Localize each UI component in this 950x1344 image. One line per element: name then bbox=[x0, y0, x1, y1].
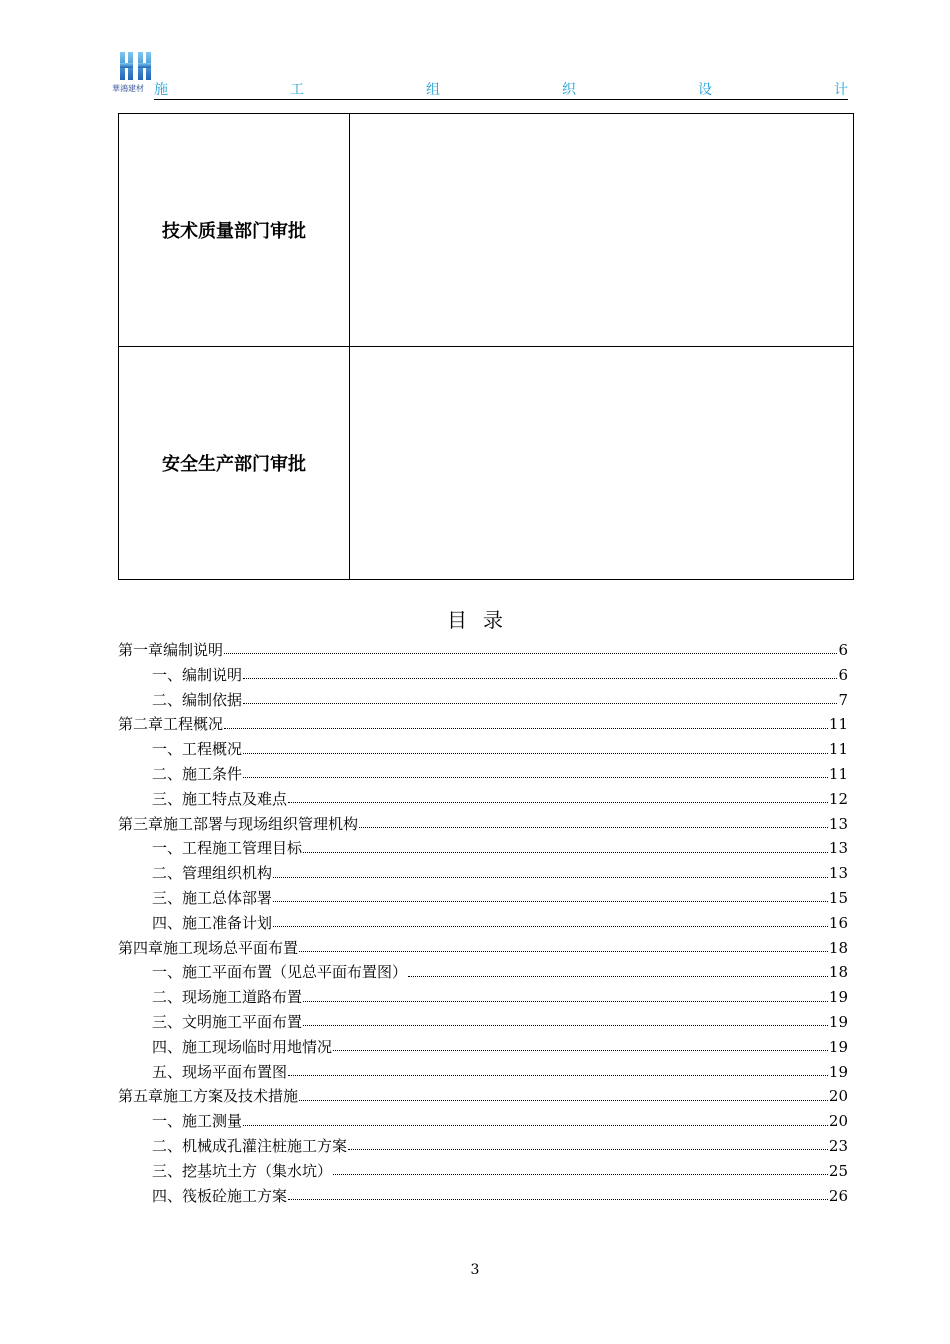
toc-entry-page: 11 bbox=[828, 740, 848, 759]
toc-entry-text: 一、工程施工管理目标 bbox=[152, 839, 303, 858]
toc-entry-text: 二、机械成孔灌注桩施工方案 bbox=[152, 1136, 348, 1155]
toc-entry-text: 五、现场平面布置图 bbox=[152, 1062, 288, 1081]
header-title bbox=[154, 79, 848, 97]
approval-row bbox=[119, 114, 854, 347]
toc-dot-leader bbox=[303, 1000, 828, 1002]
toc-entry-text: 三、施工特点及难点 bbox=[152, 789, 288, 808]
toc-dot-leader bbox=[303, 851, 828, 853]
toc-entry-text: 四、施工准备计划 bbox=[152, 913, 273, 932]
header-title-char: 施 bbox=[154, 82, 168, 98]
toc-section-entry[interactable] bbox=[118, 911, 848, 936]
toc-dot-leader bbox=[333, 1173, 828, 1175]
toc-entry-page: 19 bbox=[828, 1012, 848, 1031]
toc-entry-page: 18 bbox=[828, 938, 848, 957]
toc-section-entry[interactable] bbox=[118, 762, 848, 787]
toc-dot-leader bbox=[243, 677, 837, 679]
toc-entry-page: 13 bbox=[828, 814, 848, 833]
toc-entry-text: 二、现场施工道路布置 bbox=[152, 988, 303, 1007]
toc-entry-page: 7 bbox=[838, 690, 848, 709]
toc-entry-text: 一、施工平面布置（见总平面布置图） bbox=[152, 963, 408, 982]
toc-section-entry[interactable] bbox=[118, 1109, 848, 1134]
toc-chapter-entry[interactable] bbox=[118, 712, 848, 737]
header-title-char: 织 bbox=[562, 82, 576, 98]
toc-entry-text: 第三章施工部署与现场组织管理机构 bbox=[118, 814, 359, 833]
toc-dot-leader bbox=[408, 975, 828, 977]
table-of-contents bbox=[118, 638, 848, 1208]
toc-entry-text: 四、筏板砼施工方案 bbox=[152, 1186, 288, 1205]
toc-entry-text: 三、文明施工平面布置 bbox=[152, 1012, 303, 1031]
toc-dot-leader bbox=[348, 1148, 828, 1150]
toc-entry-page: 13 bbox=[828, 839, 848, 858]
toc-entry-text: 三、施工总体部署 bbox=[152, 888, 273, 907]
toc-section-entry[interactable] bbox=[118, 1159, 848, 1184]
header-divider bbox=[154, 99, 848, 100]
toc-dot-leader bbox=[299, 950, 828, 952]
toc-section-entry[interactable] bbox=[118, 1060, 848, 1085]
page-number: 3 bbox=[470, 1262, 480, 1278]
toc-section-entry[interactable] bbox=[118, 985, 848, 1010]
toc-entry-text: 第五章施工方案及技术措施 bbox=[118, 1087, 299, 1106]
toc-dot-leader bbox=[288, 801, 828, 803]
toc-dot-leader bbox=[243, 776, 828, 778]
toc-dot-leader bbox=[273, 925, 828, 927]
toc-chapter-entry[interactable] bbox=[118, 638, 848, 663]
toc-entry-page: 26 bbox=[828, 1186, 848, 1205]
toc-entry-page: 12 bbox=[828, 789, 848, 808]
toc-section-entry[interactable] bbox=[118, 836, 848, 861]
header-title-char: 组 bbox=[426, 82, 440, 98]
toc-section-entry[interactable] bbox=[118, 787, 848, 812]
toc-section-entry[interactable] bbox=[118, 1035, 848, 1060]
approval-row bbox=[119, 347, 854, 580]
toc-entry-text: 第一章编制说明 bbox=[118, 641, 224, 659]
toc-section-entry[interactable] bbox=[118, 861, 848, 886]
approval-label: 安全生产部门审批 bbox=[119, 347, 350, 580]
toc-section-entry[interactable] bbox=[118, 886, 848, 911]
toc-entry-text: 一、编制说明 bbox=[152, 665, 243, 684]
toc-entry-page: 6 bbox=[838, 641, 848, 659]
toc-dot-leader bbox=[333, 1049, 828, 1051]
company-logo-icon bbox=[116, 48, 156, 88]
toc-entry-text: 二、编制依据 bbox=[152, 690, 243, 709]
toc-dot-leader bbox=[243, 702, 837, 704]
toc-entry-text: 一、施工测量 bbox=[152, 1112, 243, 1131]
approval-signature-box[interactable] bbox=[350, 114, 854, 347]
toc-entry-page: 19 bbox=[828, 1062, 848, 1081]
toc-entry-text: 三、挖基坑土方（集水坑） bbox=[152, 1161, 333, 1180]
toc-dot-leader bbox=[299, 1099, 828, 1101]
toc-entry-page: 19 bbox=[828, 988, 848, 1007]
toc-section-entry[interactable] bbox=[118, 1010, 848, 1035]
toc-section-entry[interactable] bbox=[118, 1134, 848, 1159]
toc-dot-leader bbox=[224, 652, 837, 654]
toc-chapter-entry[interactable] bbox=[118, 812, 848, 837]
header-title-char: 工 bbox=[290, 82, 304, 98]
toc-dot-leader bbox=[273, 900, 828, 902]
approval-signature-box[interactable] bbox=[350, 347, 854, 580]
header-title-char: 计 bbox=[834, 82, 848, 98]
toc-section-entry[interactable] bbox=[118, 688, 848, 713]
toc-dot-leader bbox=[243, 752, 828, 754]
toc-dot-leader bbox=[243, 1124, 828, 1126]
approval-label: 技术质量部门审批 bbox=[119, 114, 350, 347]
toc-dot-leader bbox=[288, 1198, 828, 1200]
page-header bbox=[112, 48, 848, 102]
toc-section-entry[interactable] bbox=[118, 1184, 848, 1209]
toc-entry-page: 20 bbox=[828, 1087, 848, 1106]
toc-entry-page: 20 bbox=[828, 1112, 848, 1131]
toc-entry-text: 二、管理组织机构 bbox=[152, 864, 273, 883]
toc-section-entry[interactable] bbox=[118, 663, 848, 688]
logo-caption: 華鴻建材 bbox=[112, 84, 144, 93]
toc-entry-text: 第二章工程概况 bbox=[118, 715, 224, 734]
toc-chapter-entry[interactable] bbox=[118, 936, 848, 961]
toc-entry-text: 四、施工现场临时用地情况 bbox=[152, 1037, 333, 1056]
toc-entry-page: 6 bbox=[838, 665, 848, 684]
header-title-char: 设 bbox=[698, 82, 712, 98]
toc-dot-leader bbox=[303, 1024, 828, 1026]
toc-dot-leader bbox=[224, 727, 828, 729]
toc-entry-page: 11 bbox=[828, 715, 848, 734]
toc-entry-page: 18 bbox=[828, 963, 848, 982]
toc-entry-page: 23 bbox=[828, 1136, 848, 1155]
toc-entry-text: 一、工程概况 bbox=[152, 740, 243, 759]
toc-chapter-entry[interactable] bbox=[118, 1084, 848, 1109]
toc-title: 目录 bbox=[447, 608, 519, 632]
toc-dot-leader bbox=[288, 1074, 828, 1076]
toc-entry-page: 16 bbox=[828, 913, 848, 932]
toc-entry-text: 二、施工条件 bbox=[152, 764, 243, 783]
toc-entry-page: 25 bbox=[828, 1161, 848, 1180]
toc-section-entry[interactable] bbox=[118, 960, 848, 985]
approval-table bbox=[118, 113, 854, 580]
toc-entry-text: 第四章施工现场总平面布置 bbox=[118, 938, 299, 957]
toc-section-entry[interactable] bbox=[118, 737, 848, 762]
toc-entry-page: 15 bbox=[828, 888, 848, 907]
toc-dot-leader bbox=[273, 876, 828, 878]
toc-entry-page: 13 bbox=[828, 864, 848, 883]
toc-entry-page: 11 bbox=[828, 764, 848, 783]
toc-dot-leader bbox=[359, 826, 828, 828]
toc-entry-page: 19 bbox=[828, 1037, 848, 1056]
